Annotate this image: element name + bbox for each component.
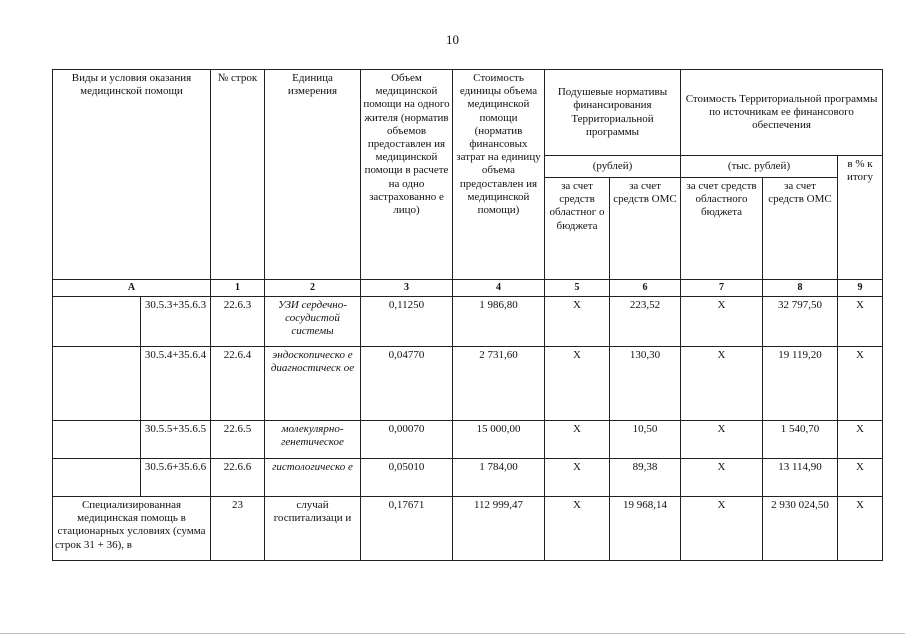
row-pct: Х	[838, 459, 883, 497]
row-line: 22.6.6	[211, 459, 265, 497]
table-row	[53, 497, 883, 561]
index-cell: 8	[763, 280, 838, 297]
row-tp-budget: Х	[681, 347, 763, 421]
page-number: 10	[446, 32, 459, 47]
row-line: 23	[211, 497, 265, 561]
row-cost: 1 784,00	[453, 459, 545, 497]
row-unit: случай госпитализаци и	[265, 497, 361, 561]
row-pct: Х	[838, 421, 883, 459]
header-program-budget: за счет средств областного бюджета	[681, 178, 763, 280]
row-tp-oms: 2 930 024,50	[763, 497, 838, 561]
row-line: 22.6.5	[211, 421, 265, 459]
row-cost: 2 731,60	[453, 347, 545, 421]
table-row	[53, 297, 883, 347]
table-row	[53, 347, 883, 421]
row-unit: молекулярно-генетическое	[265, 421, 361, 459]
header-per-capita-oms: за счет средств ОМС	[610, 178, 681, 280]
blank-cell	[53, 459, 141, 497]
header-per-capita-budget: за счет средств областног о бюджета	[545, 178, 610, 280]
index-cell: А	[53, 280, 211, 297]
row-pc-oms: 130,30	[610, 347, 681, 421]
row-tp-oms: 19 119,20	[763, 347, 838, 421]
table-row	[53, 459, 883, 497]
row-kind-label: Специализированная медицинская помощь в стационарных условиях (сумма строк 31 + 36), в	[53, 497, 211, 561]
row-volume: 0,04770	[361, 347, 453, 421]
row-pc-oms: 223,52	[610, 297, 681, 347]
header-program-oms: за счет средств ОМС	[763, 178, 838, 280]
row-tp-oms: 1 540,70	[763, 421, 838, 459]
row-code: 30.5.4+35.6.4	[141, 347, 211, 421]
blank-cell	[53, 421, 141, 459]
row-pct: Х	[838, 347, 883, 421]
row-code: 30.5.5+35.6.5	[141, 421, 211, 459]
blank-cell	[53, 347, 141, 421]
row-line: 22.6.4	[211, 347, 265, 421]
row-line: 22.6.3	[211, 297, 265, 347]
blank-cell	[53, 297, 141, 347]
header-per-capita-group: Подушевые нормативы финансирования Территориальной программы	[545, 70, 681, 156]
row-pct: Х	[838, 497, 883, 561]
header-program-cost-group: Стоимость Территориальной программы по источникам ее финансового обеспечения	[681, 70, 883, 156]
index-cell: 9	[838, 280, 883, 297]
row-pc-budget: Х	[545, 347, 610, 421]
row-pc-budget: Х	[545, 497, 610, 561]
index-cell: 6	[610, 280, 681, 297]
row-pc-oms: 89,38	[610, 459, 681, 497]
row-volume: 0,00070	[361, 421, 453, 459]
row-volume: 0,17671	[361, 497, 453, 561]
row-pc-oms: 19 968,14	[610, 497, 681, 561]
header-unit: Единица измерения	[265, 70, 361, 280]
header-kinds: Виды и условия оказания медицинской помощи	[53, 70, 211, 280]
row-code: 30.5.3+35.6.3	[141, 297, 211, 347]
row-cost: 15 000,00	[453, 421, 545, 459]
row-pc-budget: Х	[545, 459, 610, 497]
index-cell: 7	[681, 280, 763, 297]
row-unit: гистологическо е	[265, 459, 361, 497]
header-percent-total: в % к итогу	[838, 156, 883, 280]
row-volume: 0,11250	[361, 297, 453, 347]
row-volume: 0,05010	[361, 459, 453, 497]
column-index-row	[53, 280, 883, 297]
row-cost: 112 999,47	[453, 497, 545, 561]
index-cell: 4	[453, 280, 545, 297]
header-line-number: № строк	[211, 70, 265, 280]
index-cell: 1	[211, 280, 265, 297]
row-tp-budget: Х	[681, 497, 763, 561]
index-cell: 3	[361, 280, 453, 297]
row-pc-oms: 10,50	[610, 421, 681, 459]
header-volume: Объем медицинской помощи на одного жителя (норматив объемов предоставлен ия медицинской помощи в расчете на одно застрахованно е лицо)	[361, 70, 453, 280]
row-tp-budget: Х	[681, 459, 763, 497]
page-bottom-rule	[0, 633, 905, 634]
table-row	[53, 421, 883, 459]
row-unit: УЗИ сердечно-сосудистой системы	[265, 297, 361, 347]
header-program-cost-units: (тыс. рублей)	[681, 156, 838, 178]
row-tp-oms: 32 797,50	[763, 297, 838, 347]
financing-table	[52, 69, 883, 561]
row-pct: Х	[838, 297, 883, 347]
index-cell: 5	[545, 280, 610, 297]
row-tp-oms: 13 114,90	[763, 459, 838, 497]
row-pc-budget: Х	[545, 297, 610, 347]
row-code: 30.5.6+35.6.6	[141, 459, 211, 497]
row-cost: 1 986,80	[453, 297, 545, 347]
header-per-capita-units: (рублей)	[545, 156, 681, 178]
header-unit-cost: Стоимость единицы объема медицинской помощи (норматив финансовых затрат на единицу объема предоставлен ия медицинской помощи)	[453, 70, 545, 280]
row-tp-budget: Х	[681, 297, 763, 347]
row-pc-budget: Х	[545, 421, 610, 459]
row-tp-budget: Х	[681, 421, 763, 459]
row-unit: эндоскопическо е диагностическ ое	[265, 347, 361, 421]
index-cell: 2	[265, 280, 361, 297]
